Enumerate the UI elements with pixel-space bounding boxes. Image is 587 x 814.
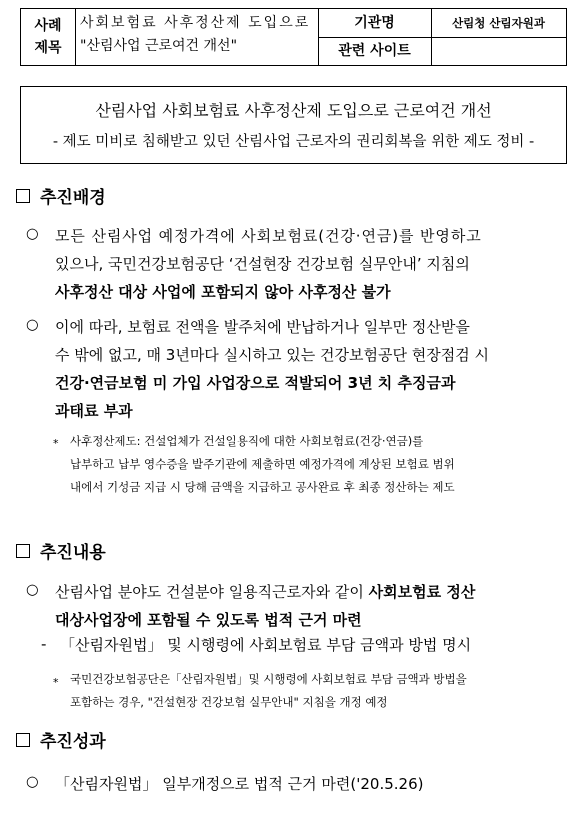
case-title-line1: 사회보험료 사후정산제 도입으로 (80, 15, 311, 31)
circle-bullet-icon: ○ (26, 226, 39, 242)
rs1-line: 「산림자원법」 일부개정으로 법적 근거 마련('20.5.26) (55, 775, 424, 793)
square-bullet-icon (16, 733, 30, 747)
ct1-line1-bold: 사회보험료 정산 (368, 583, 476, 601)
bg-note-line2: 납부하고 납부 영수증을 발주기관에 제출하면 예정가격에 계상된 보험료 범위 (70, 457, 455, 471)
circle-bullet-icon: ○ (26, 317, 39, 333)
square-bullet-icon (16, 544, 30, 558)
bg-note-line1: 사후정산제도: 건설업체가 건설일용직에 대한 사회보험료(건강·연금)를 (70, 434, 424, 448)
circle-bullet-icon: ○ (26, 582, 39, 598)
section-heading-results (16, 727, 106, 752)
case-title-line2: "산림사업 근로여건 개선" (80, 38, 238, 54)
bg2-line2: 수 밖에 없고, 매 3년마다 실시하고 있는 건강보험공단 현장점검 시 (55, 346, 489, 364)
section-heading-content (16, 538, 106, 563)
bg1-line1: 모든 산림사업 예정가격에 사회보험료(건강·연금)를 반영하고 (55, 227, 482, 245)
section-heading-content-text: 추진내용 (40, 543, 106, 563)
related-site-value (431, 37, 566, 65)
section-heading-background-text: 추진배경 (40, 188, 106, 208)
asterisk-note-icon: * (53, 676, 59, 689)
case-title-label: 사례 제목 (34, 18, 62, 56)
bg2-line4: 과태료 부과 (55, 402, 133, 420)
content-note (70, 668, 568, 714)
agency-label: 기관명 (354, 15, 395, 31)
ct-note-line1: 국민건강보험공단은「산림자원법」및 시행령에 사회보험료 부담 금액과 방법을 (70, 672, 467, 686)
results-bullet-1 (55, 770, 569, 798)
title-box (20, 86, 567, 164)
page-title: 산림사업 사회보험료 사후정산제 도입으로 근로여건 개선 (95, 101, 492, 120)
background-bullet-2 (55, 313, 569, 425)
circle-bullet-icon: ○ (26, 774, 39, 790)
page-subtitle: - 제도 미비로 침해받고 있던 산림사업 근로자의 권리회복을 위한 제도 정비 - (52, 134, 535, 150)
content-dash-item (60, 631, 570, 659)
section-heading-results-text: 추진성과 (40, 732, 106, 752)
ct1-line2: 대상사업장에 포함될 수 있도록 법적 근거 마련 (55, 611, 362, 629)
bg1-line3: 사후정산 대상 사업에 포함되지 않아 사후정산 불가 (55, 283, 391, 301)
related-site-label: 관련 사이트 (338, 43, 411, 59)
background-note (70, 430, 568, 499)
bg2-line3: 건강·연금보험 미 가입 사업장으로 적발되어 3년 치 추징금과 (55, 374, 456, 392)
ct1-line1-normal: 산림사업 분야도 건설분야 일용직근로자와 같이 (55, 583, 369, 601)
bg-note-line3: 내에서 기성금 지급 시 당해 금액을 지급하고 공사완료 후 최종 정산하는 제도 (70, 480, 455, 494)
square-bullet-icon (16, 189, 30, 203)
ct-dash-line: 「산림자원법」 및 시행령에 사회보험료 부담 금액과 방법 명시 (60, 636, 472, 654)
content-bullet-1 (55, 578, 569, 634)
case-info-table (20, 8, 567, 66)
bg1-line2: 있으나, 국민건강보험공단 ‘건설현장 건강보험 실무안내’ 지침의 (55, 255, 470, 273)
bg2-line1: 이에 따라, 보험료 전액을 발주처에 반납하거나 일부만 정산받을 (55, 318, 470, 336)
background-bullet-1 (55, 222, 569, 306)
ct-note-line2: 포함하는 경우, "건설현장 건강보험 실무안내" 지침을 개정 예정 (70, 695, 388, 709)
case-title-value (75, 12, 318, 64)
asterisk-note-icon: * (53, 437, 59, 450)
dash-bullet-icon: - (41, 635, 47, 653)
agency-value: 산림청 산림자원과 (452, 16, 545, 30)
section-heading-background (16, 183, 106, 208)
